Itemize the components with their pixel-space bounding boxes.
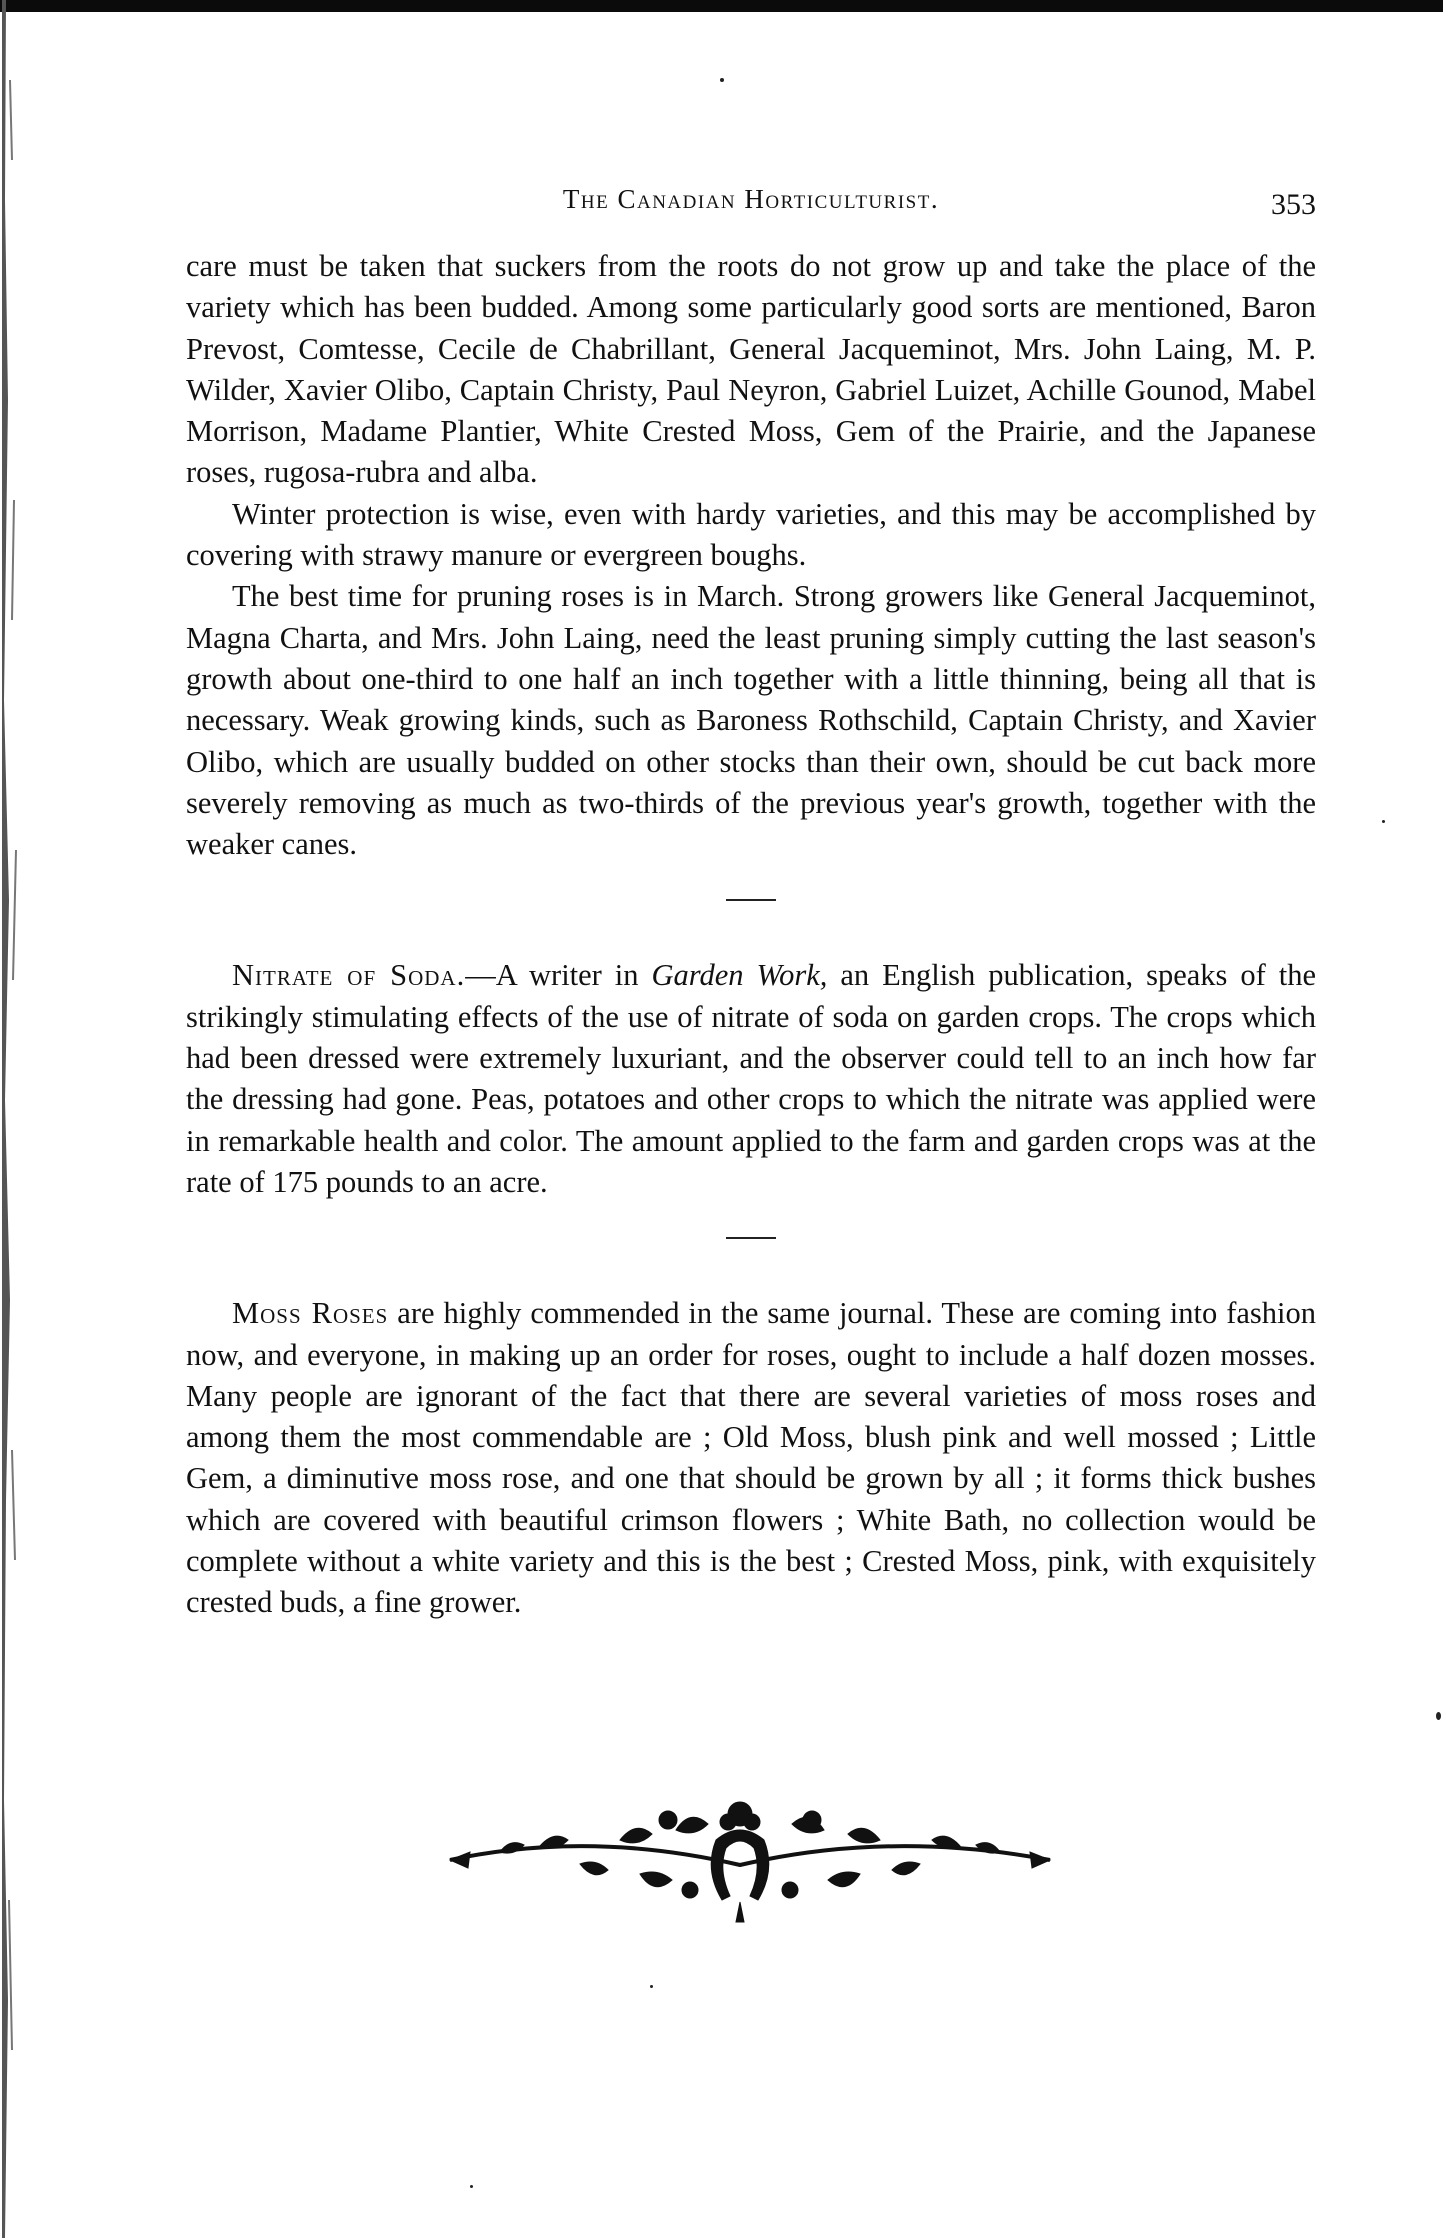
nitrate-of-soda-paragraph [186,955,1316,1203]
page-header [186,184,1316,228]
running-title: The Canadian Horticulturist. [562,184,940,214]
nitrate-text-a: —A writer in [465,958,652,993]
scan-speck [1382,820,1385,823]
scan-speck [1436,1712,1441,1720]
winter-protection-paragraph: Winter protection is wise, even with hardy varieties, and this may be accomplished by covering with strawy manure or evergreen boughs. [186,496,1316,573]
floral-horseshoe-vignette-icon [440,1790,1060,1930]
pruning-paragraph: The best time for pruning roses is in March. Strong growers like General Jacqueminot, Magna Charta, and Mrs. John Laing, need the least pruning simply cutting the last season's growth about one-third to one half an inch together with a little thinning, being all that is necessary. Weak growing kinds, such as Baroness Rothschild, Captain Christy, and Xavier Olibo, which are usually budded on other stocks than their own, should be cut back more severely removing as much as two-thirds of the previous year's growth, together with the weaker canes. [186,579,1316,862]
nitrate-text-b: an English publication, speaks of the strikingly stimulating effects of the use of nitrate of soda on garden crops. The crops which had been dressed were extremely luxuriant, and the observer could tell to an inch how far the dressing had gone. Peas, potatoes and other crops to which the nitrate was applied were in remarkable health and color. The amount applied to the farm and garden crops was at the rate of 175 pounds to an acre. [186,958,1316,1199]
publication-title: Garden Work, [651,958,828,993]
scan-speck [720,78,724,82]
scan-speck [470,2185,473,2188]
section-divider [726,1237,776,1239]
section-divider [726,899,776,901]
scan-left-edge [0,0,30,2238]
page-number: 353 [1271,188,1316,221]
scan-top-border [0,0,1443,12]
roses-paragraph-continuation: care must be taken that suckers from the roots do not grow up and take the place of the variety which has been budded. Among some particularly good sorts are mentioned, Baron Prevost, Comtesse, Cecile de Chabrillant, General Jacqueminot, Mrs. John Laing, M. P. Wilder, Xavier Olibo, Captain Christy, Paul Neyron, Gabriel Luizet, Achille Gounod, Mabel Morrison, Madame Plantier, White Crested Moss, Gem of the Prairie, and the Japanese roses, rugosa-rubra and alba. [186,249,1316,490]
article-body [186,246,1316,1624]
moss-roses-paragraph [186,1293,1316,1623]
moss-roses-heading: Moss Roses [232,1296,389,1331]
scan-speck [650,1985,653,1988]
nitrate-heading: Nitrate of Soda. [232,958,466,993]
moss-roses-text: are highly commended in the same journal. These are coming into fashion now, and everyone, in making up an order for roses, ought to include a half dozen mosses. Many people are ignorant of the fact that there are several varieties of moss roses and among them the most commendable are ; Old Moss, blush pink and well mossed ; Little Gem, a diminutive moss rose, and one that should be grown by all ; it forms thick bushes which are covered with beautiful crimson flowers ; White Bath, no collection would be complete without a white variety and this is the best ; Crested Moss, pink, with exquisitely crested buds, a fine grower. [186,1296,1316,1620]
